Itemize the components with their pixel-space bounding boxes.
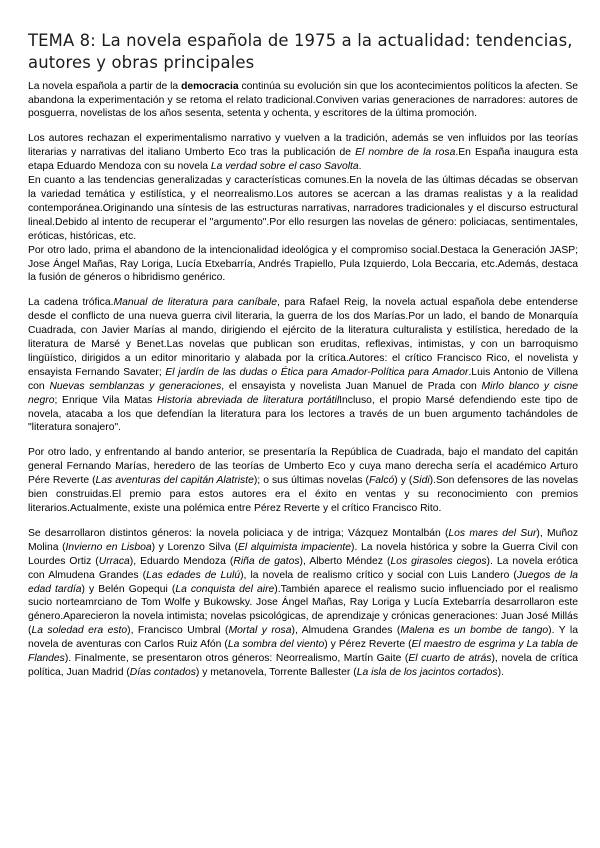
paragraph-5 (28, 296, 578, 435)
paragraph-4 (28, 244, 578, 286)
paragraph-6-text: Por otro lado, y enfrentando al bando anterior, se presentaría la República de Cuadrada, bajo el mandato del capitán general Fernando Marías, heredero de las teorías de Umberto Eco y cuya mano derecha sería el académico Arturo Pére Reverte (Las aventuras del capitán Alatriste); o sus últimas novelas (Falcó) y (Sidi).Son defensores de las novelas bien construidas.El premio para estos autores era el éxito en ventas y su reconocimiento con premios literarios.Actualmente, existe una polémica entre Pérez Reverte y el crítico Francisco Rito. (28, 447, 578, 514)
paragraph-spacer (28, 121, 578, 132)
paragraph-3 (28, 174, 578, 244)
paragraph-2 (28, 132, 578, 174)
paragraph-2-text: Los autores rechazan el experimentalismo narrativo y vuelven a la tradición, además se ven influidos por las teorías literarias y narrativas del italiano Umberto Eco tras la publicación de El nombre de la rosa.En España inaugura esta etapa Eduardo Mendoza con su novela La verdad sobre el caso Savolta. (28, 133, 578, 173)
paragraph-7-text: Se desarrollaron distintos géneros: la novela policiaca y de intriga; Vázquez Montalbán (Los mares del Sur), Muñoz Molina (Invierno en Lisboa) y Lorenzo Silva (El alquimista impaciente). La novela histórica y sobre la Guerra Civil con Lourdes Ortiz (Urraca), Eduardo Mendoza (Riña de gatos), Alberto Méndez (Los girasoles ciegos). La novela erótica con Almudena Grandes (Las edades de Lulú), la novela de realismo crítico y social con Luis Landero (Juegos de la edad tardía) y Belén Gopequi (La conquista del aire).También aparece el realismo sucio influenciado por el realismo sucio norteamrciano de Tom Wolfe y Bukowsky. Jose Ángel Mañas, Ray Loriga y Lucía Extebarría desarrollaron este género.Aparecieron la novela intimista; novelas psicológicas, de aprendizaje y crónicas generaciones: Juan José Millás (La soledad era esto), Francisco Umbral (Mortal y rosa), Almudena Grandes (Malena es un bombe de tango). Y la novela de aventuras con Carlos Ruiz Afón (La sombra del viento) y Pérez Reverte (El maestro de esgrima y La tabla de Flandes). Finalmente, se presentaron otros géneros: Neorrealismo, Martín Gaite (El cuarto de atrás), novela de crítica política, Juan Madrid (Días contados) y metanovela, Torrente Ballester (La isla de los jacintos cortados). (28, 527, 579, 678)
paragraph-spacer (28, 435, 578, 446)
paragraph-spacer (28, 285, 578, 296)
paragraph-3-text: En cuanto a las tendencias generalizadas y características comunes.En la novela de las últimas décadas se observan la variedad temática y estilística, y el neorrealismo.Los autores se acercan a las dramas realistas y a la realidad contemporánea.Originando una síntesis de las estructuras narrativas, narradores tradicionales y el discurso estructural lineal.Debido al intento de recuperar el "argumento".Por ello resurgen las novelas de género: policiacas, sentimentales, eróticas, históricas, etc. (28, 175, 578, 242)
document-body (28, 80, 578, 680)
paragraph-1 (28, 80, 578, 122)
paragraph-5-text: La cadena trófica.Manual de literatura para caníbale, para Rafael Reig, la novela actual española debe entenderse desde el conflicto de una nueva guerra civil literaria, la guerra de los dos Marías.Por un lado, el bando de Monarquía Cuadrada, con Javier Marías al mando, dirigiendo el ejército de la literatura culturalista y estilística, heredado de la literatura de Marsé y Benet.Las novelas que publican son eruditas, reflexivas, intimistas, y con un barroquismo lingüístico, dirigidos a un editor minoritario y alabada por la crítica.Autores: el crítico Francisco Rico, el novelista y ensayista Fernando Savater; El jardín de las dudas o Ética para Amador-Política para Amador.Luis Antonio de Villena con Nuevas semblanzas y generaciones, el ensayista y novelista Juan Manuel de Prada con Mirlo blanco y cisne negro; Enrique Vila Matas Historia abreviada de literatura portátilIncluso, el propio Marsé defendiendo este tipo de novela, atacaba a los que defendían la literatura para los lectores a través de un buen argumento tachándoles de "literatura sonajero". (28, 297, 578, 434)
paragraph-6 (28, 446, 578, 516)
paragraph-spacer (28, 516, 578, 527)
paragraph-4-text: Por otro lado, prima el abandono de la intencionalidad ideológica y el compromiso social.Destaca la Generación JASP; Jose Ángel Mañas, Ray Loriga, Lucía Etxebarría, Andrés Trapiello, Pula Izquierdo, Lola Beccaria, etc.Además, destaca la fusión de géneros o hibridismo genérico. (28, 244, 578, 284)
page-title: TEMA 8: La novela española de 1975 a la actualidad: tendencias, autores y obras principales (28, 31, 573, 72)
paragraph-1-text: La novela española a partir de la democracia continúa su evolución sin que los acontecimientos políticos la afecten. Se abandona la experimentación y se retoma el relato tradicional.Conviven varias generaciones de narradores: autores de posguerra, novelistas de los años sesenta, setenta y ochenta, y escritores de la última promoción. (28, 80, 578, 120)
paragraph-7 (28, 527, 578, 680)
